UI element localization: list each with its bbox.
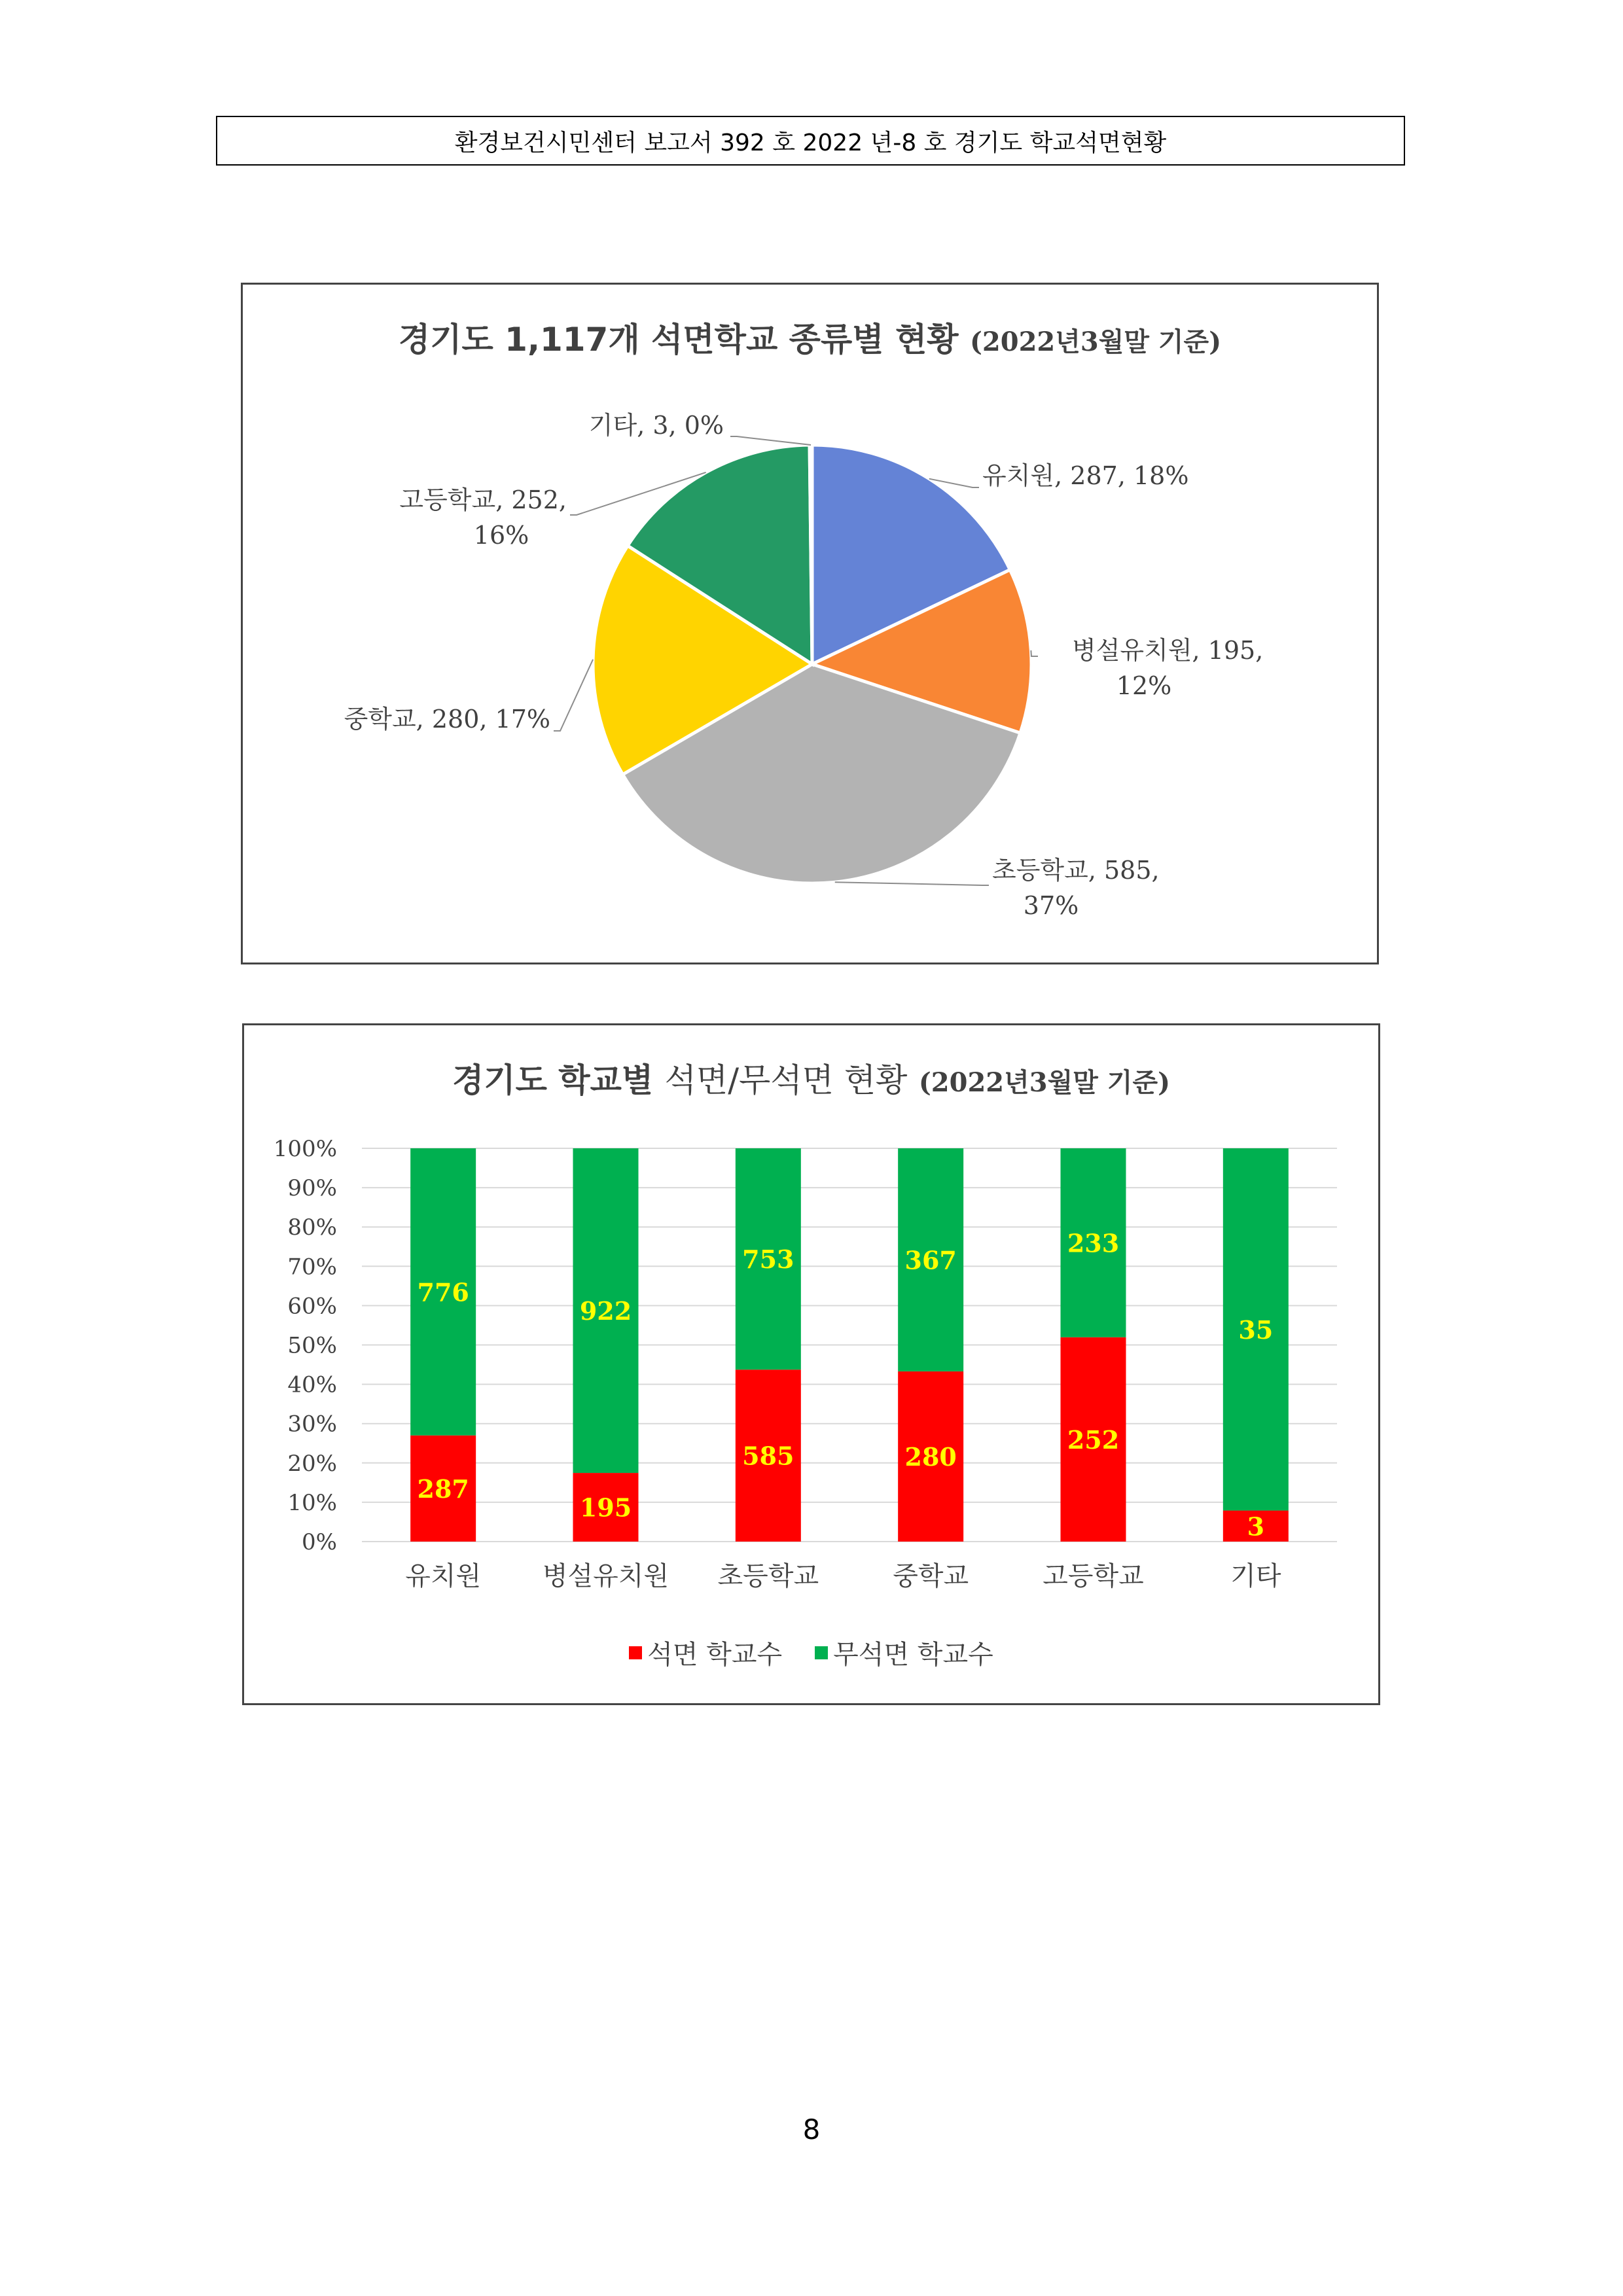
y-tick-0: 0%	[302, 1529, 337, 1555]
y-tick-8: 80%	[287, 1214, 337, 1241]
data-label-non-asbestos-4: 367	[904, 1245, 957, 1275]
data-label-asbestos-4: 280	[904, 1441, 957, 1472]
pie-title-main: 경기도 1,117개 석면학교 종류별 현황	[398, 321, 959, 359]
y-tick-1: 10%	[287, 1489, 337, 1516]
x-tick-6: 기타	[1230, 1561, 1281, 1591]
pie-leader-line-6	[730, 436, 811, 445]
report-header	[216, 116, 1405, 166]
pie-chart-svg	[243, 285, 1377, 963]
pie-title-sub: (2022년3월말 기준)	[969, 327, 1222, 357]
data-label-non-asbestos-5: 233	[1067, 1228, 1120, 1258]
page-number: 8	[802, 2113, 821, 2146]
data-label-non-asbestos-6: 35	[1238, 1315, 1274, 1345]
y-tick-10: 100%	[273, 1136, 337, 1162]
pie-label-5-line-1: 고등학교, 252,	[399, 486, 567, 514]
pie-leader-line-3	[835, 882, 989, 885]
pie-chart-panel	[241, 283, 1379, 964]
data-label-asbestos-5: 252	[1067, 1424, 1120, 1455]
x-tick-2: 병설유치원	[542, 1561, 669, 1591]
data-label-non-asbestos-1: 776	[417, 1277, 469, 1307]
pie-label-1-line-1: 유치원, 287, 18%	[982, 461, 1189, 490]
legend-swatch-non-asbestos	[815, 1646, 828, 1659]
legend-swatch-asbestos	[629, 1646, 642, 1659]
y-tick-7: 70%	[287, 1254, 337, 1280]
x-tick-5: 고등학교	[1043, 1561, 1144, 1591]
x-tick-1: 유치원	[405, 1561, 482, 1591]
pie-label-3-line-1: 초등학교, 585,	[992, 856, 1160, 885]
pie-label-4-line-1: 중학교, 280, 17%	[344, 705, 550, 733]
legend-item-non-asbestos	[815, 1634, 993, 1671]
bar-title-mid: 석면/무석면 현황	[664, 1061, 908, 1099]
pie-label-6-line-1: 기타, 3, 0%	[588, 411, 724, 440]
data-label-asbestos-3: 585	[742, 1441, 794, 1471]
data-label-asbestos-2: 195	[579, 1492, 632, 1523]
data-label-non-asbestos-2: 922	[579, 1296, 632, 1326]
bar-legend	[244, 1634, 1378, 1671]
legend-label-non-asbestos: 무석면 학교수	[833, 1640, 993, 1670]
bar-chart-svg	[244, 1025, 1378, 1703]
bar-chart-panel	[242, 1023, 1380, 1705]
x-tick-3: 초등학교	[717, 1561, 819, 1591]
y-tick-2: 20%	[287, 1450, 337, 1477]
legend-label-asbestos: 석면 학교수	[647, 1640, 783, 1670]
data-label-non-asbestos-3: 753	[742, 1245, 794, 1275]
y-tick-6: 60%	[287, 1293, 337, 1320]
pie-label-2-line-1: 병설유치원, 195,	[1072, 636, 1264, 665]
data-label-asbestos-1: 287	[417, 1474, 469, 1504]
bar-title-sub: (2022년3월말 기준)	[918, 1067, 1171, 1098]
data-label-asbestos-6: 3	[1247, 1511, 1265, 1542]
y-tick-5: 50%	[287, 1332, 337, 1359]
report-header-text: 환경보건시민센터 보고서 392 호 2022 년-8 호 경기도 학교석면현황	[454, 129, 1167, 156]
pie-label-5-line-2: 16%	[473, 521, 529, 550]
y-tick-4: 40%	[287, 1371, 337, 1398]
pie-label-3-line-2: 37%	[1023, 891, 1079, 920]
y-tick-3: 30%	[287, 1411, 337, 1438]
pie-leader-line-4	[554, 660, 593, 731]
legend-item-asbestos	[629, 1634, 782, 1671]
pie-label-2-line-2: 12%	[1116, 671, 1172, 700]
bar-title-main: 경기도 학교별	[452, 1061, 654, 1099]
y-tick-9: 90%	[287, 1175, 337, 1202]
x-tick-4: 중학교	[893, 1561, 969, 1591]
